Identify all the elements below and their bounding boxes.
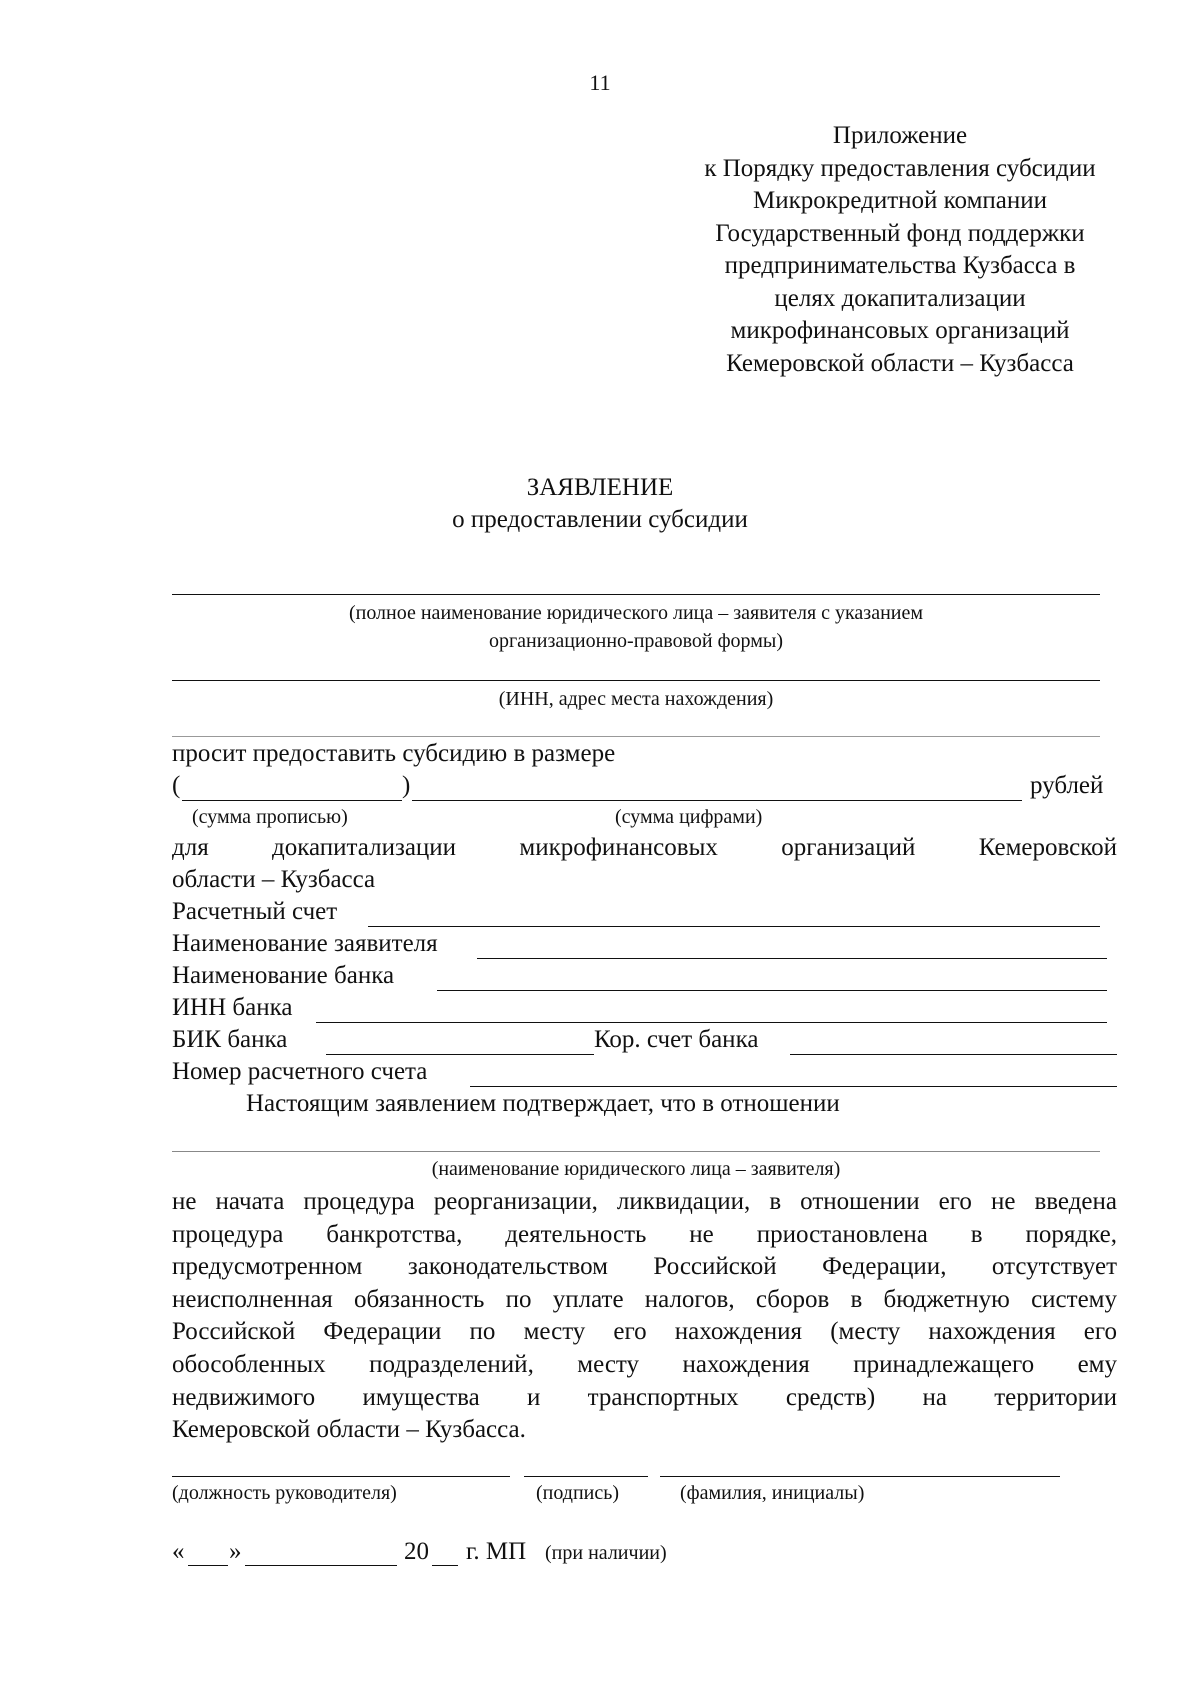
appendix-line: целях докапитализации xyxy=(774,284,1026,312)
appendix-line: Государственный фонд поддержки xyxy=(715,219,1085,247)
applicant-field-line[interactable] xyxy=(477,958,1107,959)
account-field-line[interactable] xyxy=(368,926,1100,927)
legal-name-hint-2: организационно-правовой формы) xyxy=(488,630,784,652)
appendix-line: к Порядку предоставления субсидии xyxy=(704,154,1096,182)
corr-account-label: Кор. счет банка xyxy=(594,1026,759,1053)
full-name-field-line[interactable] xyxy=(660,1476,1060,1477)
bik-label: БИК банка xyxy=(172,1026,288,1053)
date-month-field-line[interactable] xyxy=(245,1565,397,1566)
applicant-label: Наименование заявителя xyxy=(172,930,438,957)
body-line: Кемеровской области – Кузбасса. xyxy=(172,1416,526,1444)
full-name-hint: (фамилия, инициалы) xyxy=(680,1482,865,1504)
paren-open: ( xyxy=(172,772,181,799)
appendix-header xyxy=(640,120,1160,380)
purpose-word: докапитализации xyxy=(272,834,457,861)
date-quote-close: » xyxy=(229,1538,242,1565)
body-line: недвижимого имущества и транспортных средств) на территории xyxy=(172,1383,1117,1411)
date-year-prefix: 20 xyxy=(404,1538,429,1565)
signature-hint: (подпись) xyxy=(536,1482,620,1504)
account-number-label: Номер расчетного счета xyxy=(172,1058,428,1085)
body-line: неисполненная обязанность по уплате налогов, сборов в бюджетную систему xyxy=(172,1285,1117,1313)
date-quote-open: « xyxy=(172,1538,185,1565)
body-line: не начата процедура реорганизации, ликвидации, в отношении его не введена xyxy=(172,1188,1117,1215)
purpose-line-2: области – Кузбасса xyxy=(172,866,376,893)
sum-digits-hint: (сумма цифрами) xyxy=(615,806,763,828)
bank-name-label: Наименование банка xyxy=(172,962,395,989)
purpose-word: микрофинансовых xyxy=(519,834,718,861)
confirm-line: Настоящим заявлением подтверждает, что в отношении xyxy=(246,1090,840,1117)
position-field-line[interactable] xyxy=(172,1476,510,1477)
purpose-word: для xyxy=(172,834,209,861)
date-year-suffix: г. МП xyxy=(466,1538,527,1565)
bank-name-field-line[interactable] xyxy=(437,990,1107,991)
bank-inn-field-line[interactable] xyxy=(316,1022,1107,1023)
applicant-name-hint: (наименование юридического лица – заявителя) xyxy=(431,1158,841,1180)
body-line: процедура банкротства, деятельность не приостановлена в порядке, xyxy=(172,1220,1117,1248)
sum-words-hint: (сумма прописью) xyxy=(192,806,348,828)
date-day-field-line[interactable] xyxy=(188,1565,228,1566)
purpose-word: Кемеровской xyxy=(978,834,1117,861)
account-label: Расчетный счет xyxy=(172,898,338,925)
bik-field-line[interactable] xyxy=(326,1054,594,1055)
applicant-name-field-line[interactable] xyxy=(172,1151,1100,1152)
signature-field-line[interactable] xyxy=(524,1476,648,1477)
appendix-line: Приложение xyxy=(832,122,968,149)
sum-words-field-line[interactable] xyxy=(182,800,402,801)
date-year-field-line[interactable] xyxy=(432,1565,458,1566)
page-number: 11 xyxy=(589,70,611,95)
appendix-line: микрофинансовых организаций xyxy=(730,317,1070,344)
position-hint: (должность руководителя) xyxy=(172,1482,397,1504)
legal-name-hint-1: (полное наименование юридического лица – заявителя с указанием xyxy=(348,602,924,624)
inn-address-hint: (ИНН, адрес места нахождения) xyxy=(498,688,774,710)
sum-digits-field-line[interactable] xyxy=(412,800,1022,801)
bank-inn-label: ИНН банка xyxy=(172,994,293,1021)
rubles-label: рублей xyxy=(1030,772,1104,799)
body-line: Российской Федерации по месту его нахождения (месту нахождения его xyxy=(172,1318,1117,1346)
appendix-line: Микрокредитной компании xyxy=(752,187,1048,214)
appendix-line: предпринимательства Кузбасса в xyxy=(724,252,1076,279)
inn-address-extra-line[interactable] xyxy=(172,736,1100,737)
request-line: просит предоставить субсидию в размере xyxy=(172,740,616,767)
inn-address-field-line[interactable] xyxy=(172,680,1100,681)
corr-account-field-line[interactable] xyxy=(790,1054,1117,1055)
paren-close: ) xyxy=(402,772,411,799)
legal-name-field-line[interactable] xyxy=(172,594,1100,595)
body-line: обособленных подразделений, месту нахождения принадлежащего ему xyxy=(172,1350,1117,1378)
purpose-word: организаций xyxy=(781,834,916,861)
purpose-line-1 xyxy=(172,834,1117,862)
body-paragraph xyxy=(172,1186,1117,1447)
appendix-line: Кемеровской области – Кузбасса xyxy=(726,349,1074,377)
document-subtitle: о предоставлении субсидии xyxy=(452,506,748,533)
account-number-field-line[interactable] xyxy=(470,1086,1117,1087)
document-title: ЗАЯВЛЕНИЕ xyxy=(526,474,674,501)
stamp-note: (при наличии) xyxy=(545,1542,667,1564)
body-line: предусмотренном законодательством Российской Федерации, отсутствует xyxy=(172,1253,1117,1281)
